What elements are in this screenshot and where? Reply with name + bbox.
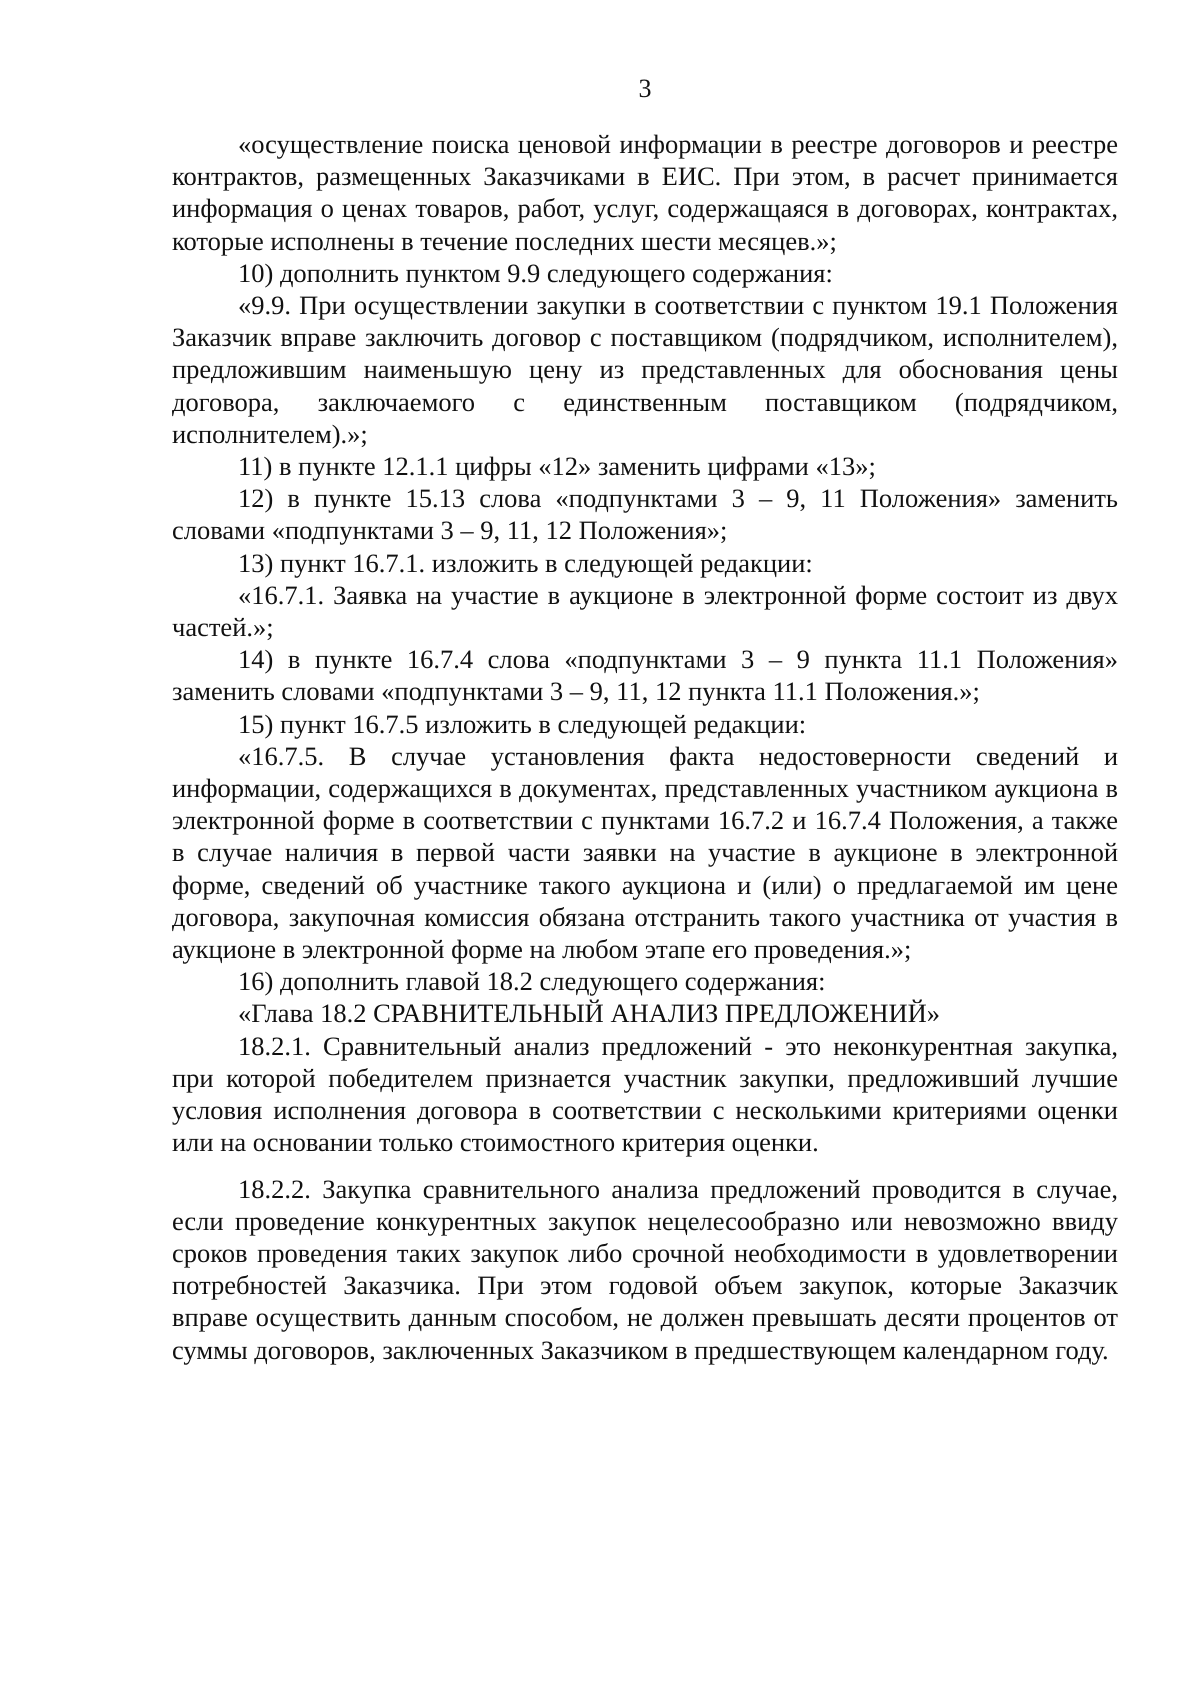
paragraph-18-2-1: 18.2.1. Сравнительный анализ предложений - это неконкурентная закупка, при которой победителем признается участник закупки, предложивший лучшие условия исполнения договора в соответствии с несколькими критериями оценки или на основании только стоимостного критерия оценки. xyxy=(172,1030,1118,1158)
paragraph-item-15: 15) пункт 16.7.5 изложить в следующей редакции: xyxy=(238,708,807,739)
paragraph-item-14: 14) в пункте 16.7.4 слова «подпунктами 3 – 9 пункта 11.1 Положения» заменить словами «подпунктами 3 – 9, 11, 12 пункта 11.1 Положения.»; xyxy=(172,644,1118,707)
paragraph-quote-16-7-5: «16.7.5. В случае установления факта недостоверности сведений и информации, содержащихся в документах, представленных участником аукциона в электронной форме в соответствии с пунктами 16.7.2 и 16.7.4 Положения, а также в случае наличия в первой части заявки на участие в аукционе в электронной форме, сведений об участнике такого аукциона и (или) о предлагаемой им цене договора, закупочная комиссия обязана отстранить такого участника от участия в аукционе в электронной форме на любом этапе его проведения.»; xyxy=(172,740,1118,965)
paragraph-item-10: 10) дополнить пунктом 9.9 следующего содержания: xyxy=(238,257,833,288)
paragraph-gap xyxy=(172,1159,1118,1173)
paragraph-item-12: 12) в пункте 15.13 слова «подпунктами 3 – 9, 11 Положения» заменить словами «подпунктами 3 – 9, 11, 12 Положения»; xyxy=(172,483,1118,546)
paragraph-item-13: 13) пункт 16.7.1. изложить в следующей редакции: xyxy=(238,547,813,578)
paragraph-quote-9-9: «9.9. При осуществлении закупки в соответствии с пунктом 19.1 Положения Заказчик вправе заключить договор с поставщиком (подрядчиком, исполнителем), предложившим наименьшую цену из представленных для обоснования цены договора, заключаемого с единственным поставщиком (подрядчиком, исполнителем).»; xyxy=(172,290,1118,449)
paragraph-item-16: 16) дополнить главой 18.2 следующего содержания: xyxy=(238,966,826,997)
page-number: 3 xyxy=(638,74,652,103)
document-body xyxy=(172,128,1118,1366)
paragraph-18-2-2: 18.2.2. Закупка сравнительного анализа предложений проводится в случае, если проведение конкурентных закупок нецелесообразно или невозможно ввиду сроков проведения таких закупок либо срочной необходимости в удовлетворении потребностей Заказчика. При этом годовой объем закупок, которые Заказчик вправе осуществить данным способом, не должен превышать десяти процентов от суммы договоров, заключенных Заказчиком в предшествующем календарном году. xyxy=(172,1173,1118,1365)
paragraph-quote-price-search: «осуществление поиска ценовой информации в реестре договоров и реестре контрактов, размещенных Заказчиками в ЕИС. При этом, в расчет принимается информация о ценах товаров, работ, услуг, содержащаяся в договорах, контрактах, которые исполнены в течение последних шести месяцев.»; xyxy=(172,129,1118,256)
chapter-heading-18-2: «Глава 18.2 СРАВНИТЕЛЬНЫЙ АНАЛИЗ ПРЕДЛОЖЕНИЙ» xyxy=(238,998,941,1029)
paragraph-quote-16-7-1: «16.7.1. Заявка на участие в аукционе в электронной форме состоит из двух частей.»; xyxy=(172,579,1118,643)
paragraph-item-11: 11) в пункте 12.1.1 цифры «12» заменить цифрами «13»; xyxy=(238,451,876,482)
